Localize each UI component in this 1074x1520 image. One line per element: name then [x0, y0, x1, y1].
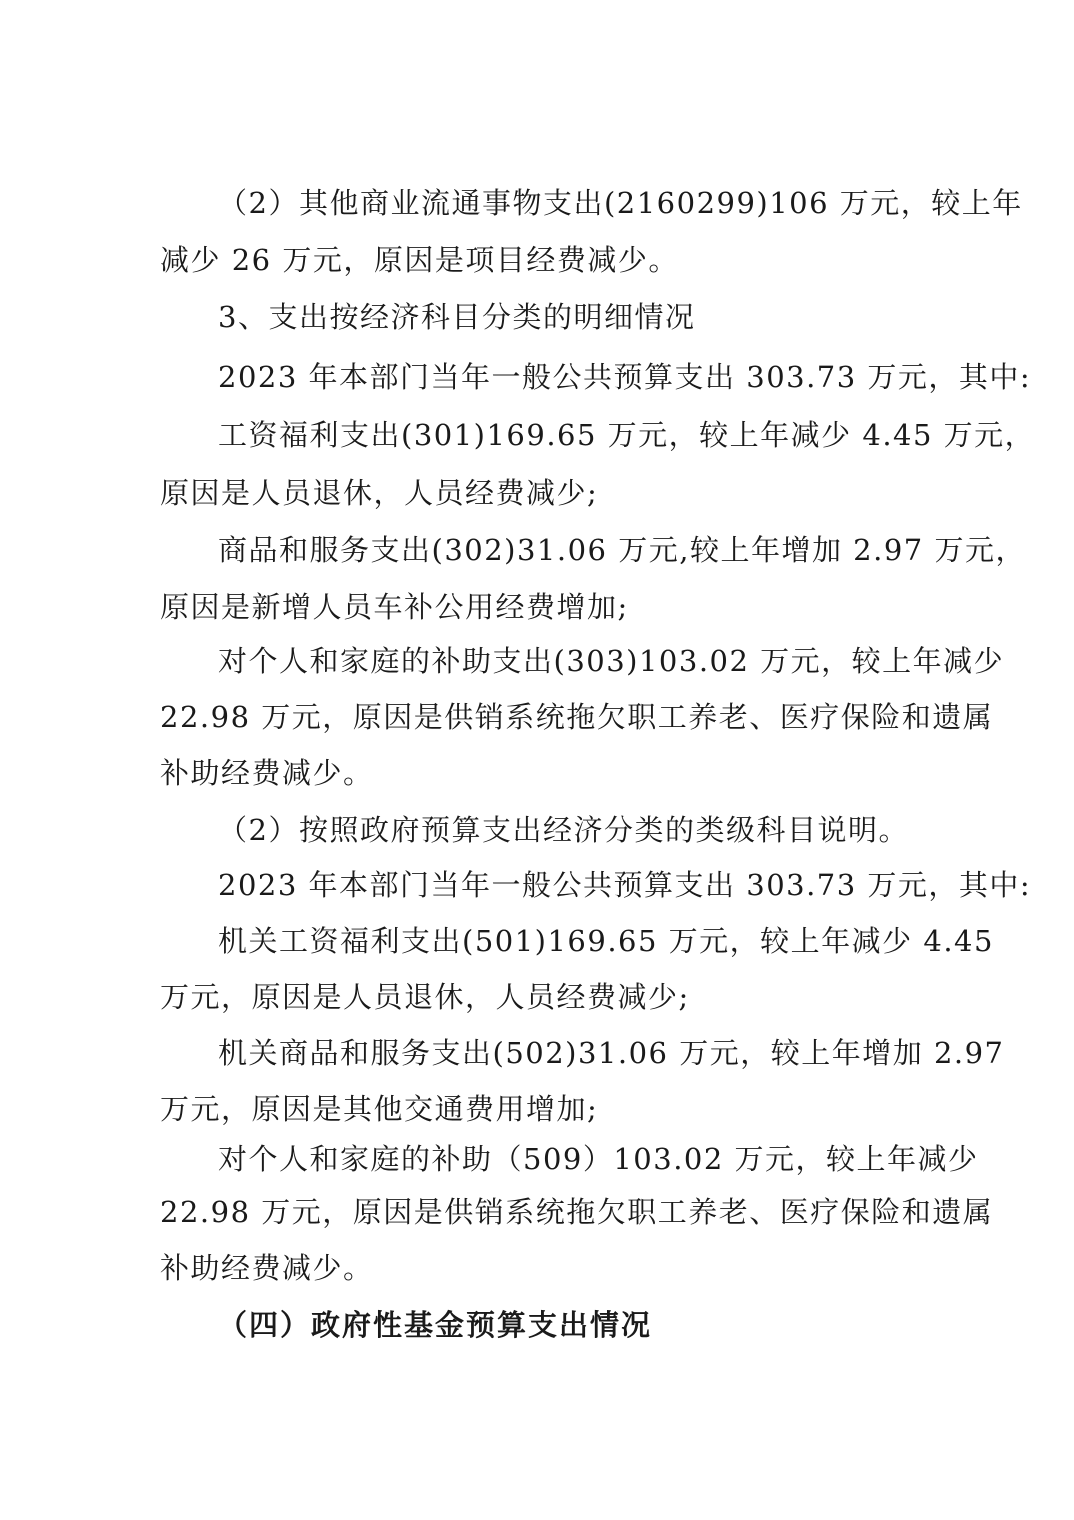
paragraph-line: 22.98 万元，原因是供销系统拖欠职工养老、医疗保险和遗属 — [160, 1195, 994, 1229]
paragraph-line: 商品和服务支出(302)31.06 万元,较上年增加 2.97 万元， — [218, 533, 1026, 567]
paragraph-line: 补助经费减少。 — [160, 1251, 374, 1285]
paragraph-line: 对个人和家庭的补助支出(303)103.02 万元，较上年减少 — [218, 644, 1005, 678]
paragraph-line: 原因是人员退休，人员经费减少; — [160, 476, 599, 510]
paragraph-line: 对个人和家庭的补助（509）103.02 万元，较上年减少 — [218, 1142, 979, 1176]
paragraph-line: 万元，原因是人员退休，人员经费减少; — [160, 980, 690, 1014]
paragraph-line: 22.98 万元，原因是供销系统拖欠职工养老、医疗保险和遗属 — [160, 700, 994, 734]
paragraph-line: 2023 年本部门当年一般公共预算支出 303.73 万元，其中: — [218, 868, 1032, 902]
subheading: （2）按照政府预算支出经济分类的类级科目说明。 — [218, 813, 909, 847]
paragraph-line: 机关工资福利支出(501)169.65 万元，较上年减少 4.45 — [218, 924, 994, 958]
subheading: 3、支出按经济科目分类的明细情况 — [218, 300, 696, 334]
paragraph-line: 原因是新增人员车补公用经费增加; — [160, 590, 629, 624]
paragraph-line: 万元，原因是其他交通费用增加; — [160, 1092, 599, 1126]
paragraph-line: 减少 26 万元，原因是项目经费减少。 — [160, 243, 679, 277]
paragraph-line: 工资福利支出(301)169.65 万元，较上年减少 4.45 万元， — [218, 418, 1036, 452]
section-heading: （四）政府性基金预算支出情况 — [218, 1308, 653, 1342]
paragraph-line: 机关商品和服务支出(502)31.06 万元，较上年增加 2.97 — [218, 1036, 1005, 1070]
paragraph-line: 2023 年本部门当年一般公共预算支出 303.73 万元，其中: — [218, 360, 1032, 394]
paragraph-line: 补助经费减少。 — [160, 756, 374, 790]
paragraph-line: （2）其他商业流通事物支出(2160299)106 万元，较上年 — [218, 186, 1023, 220]
